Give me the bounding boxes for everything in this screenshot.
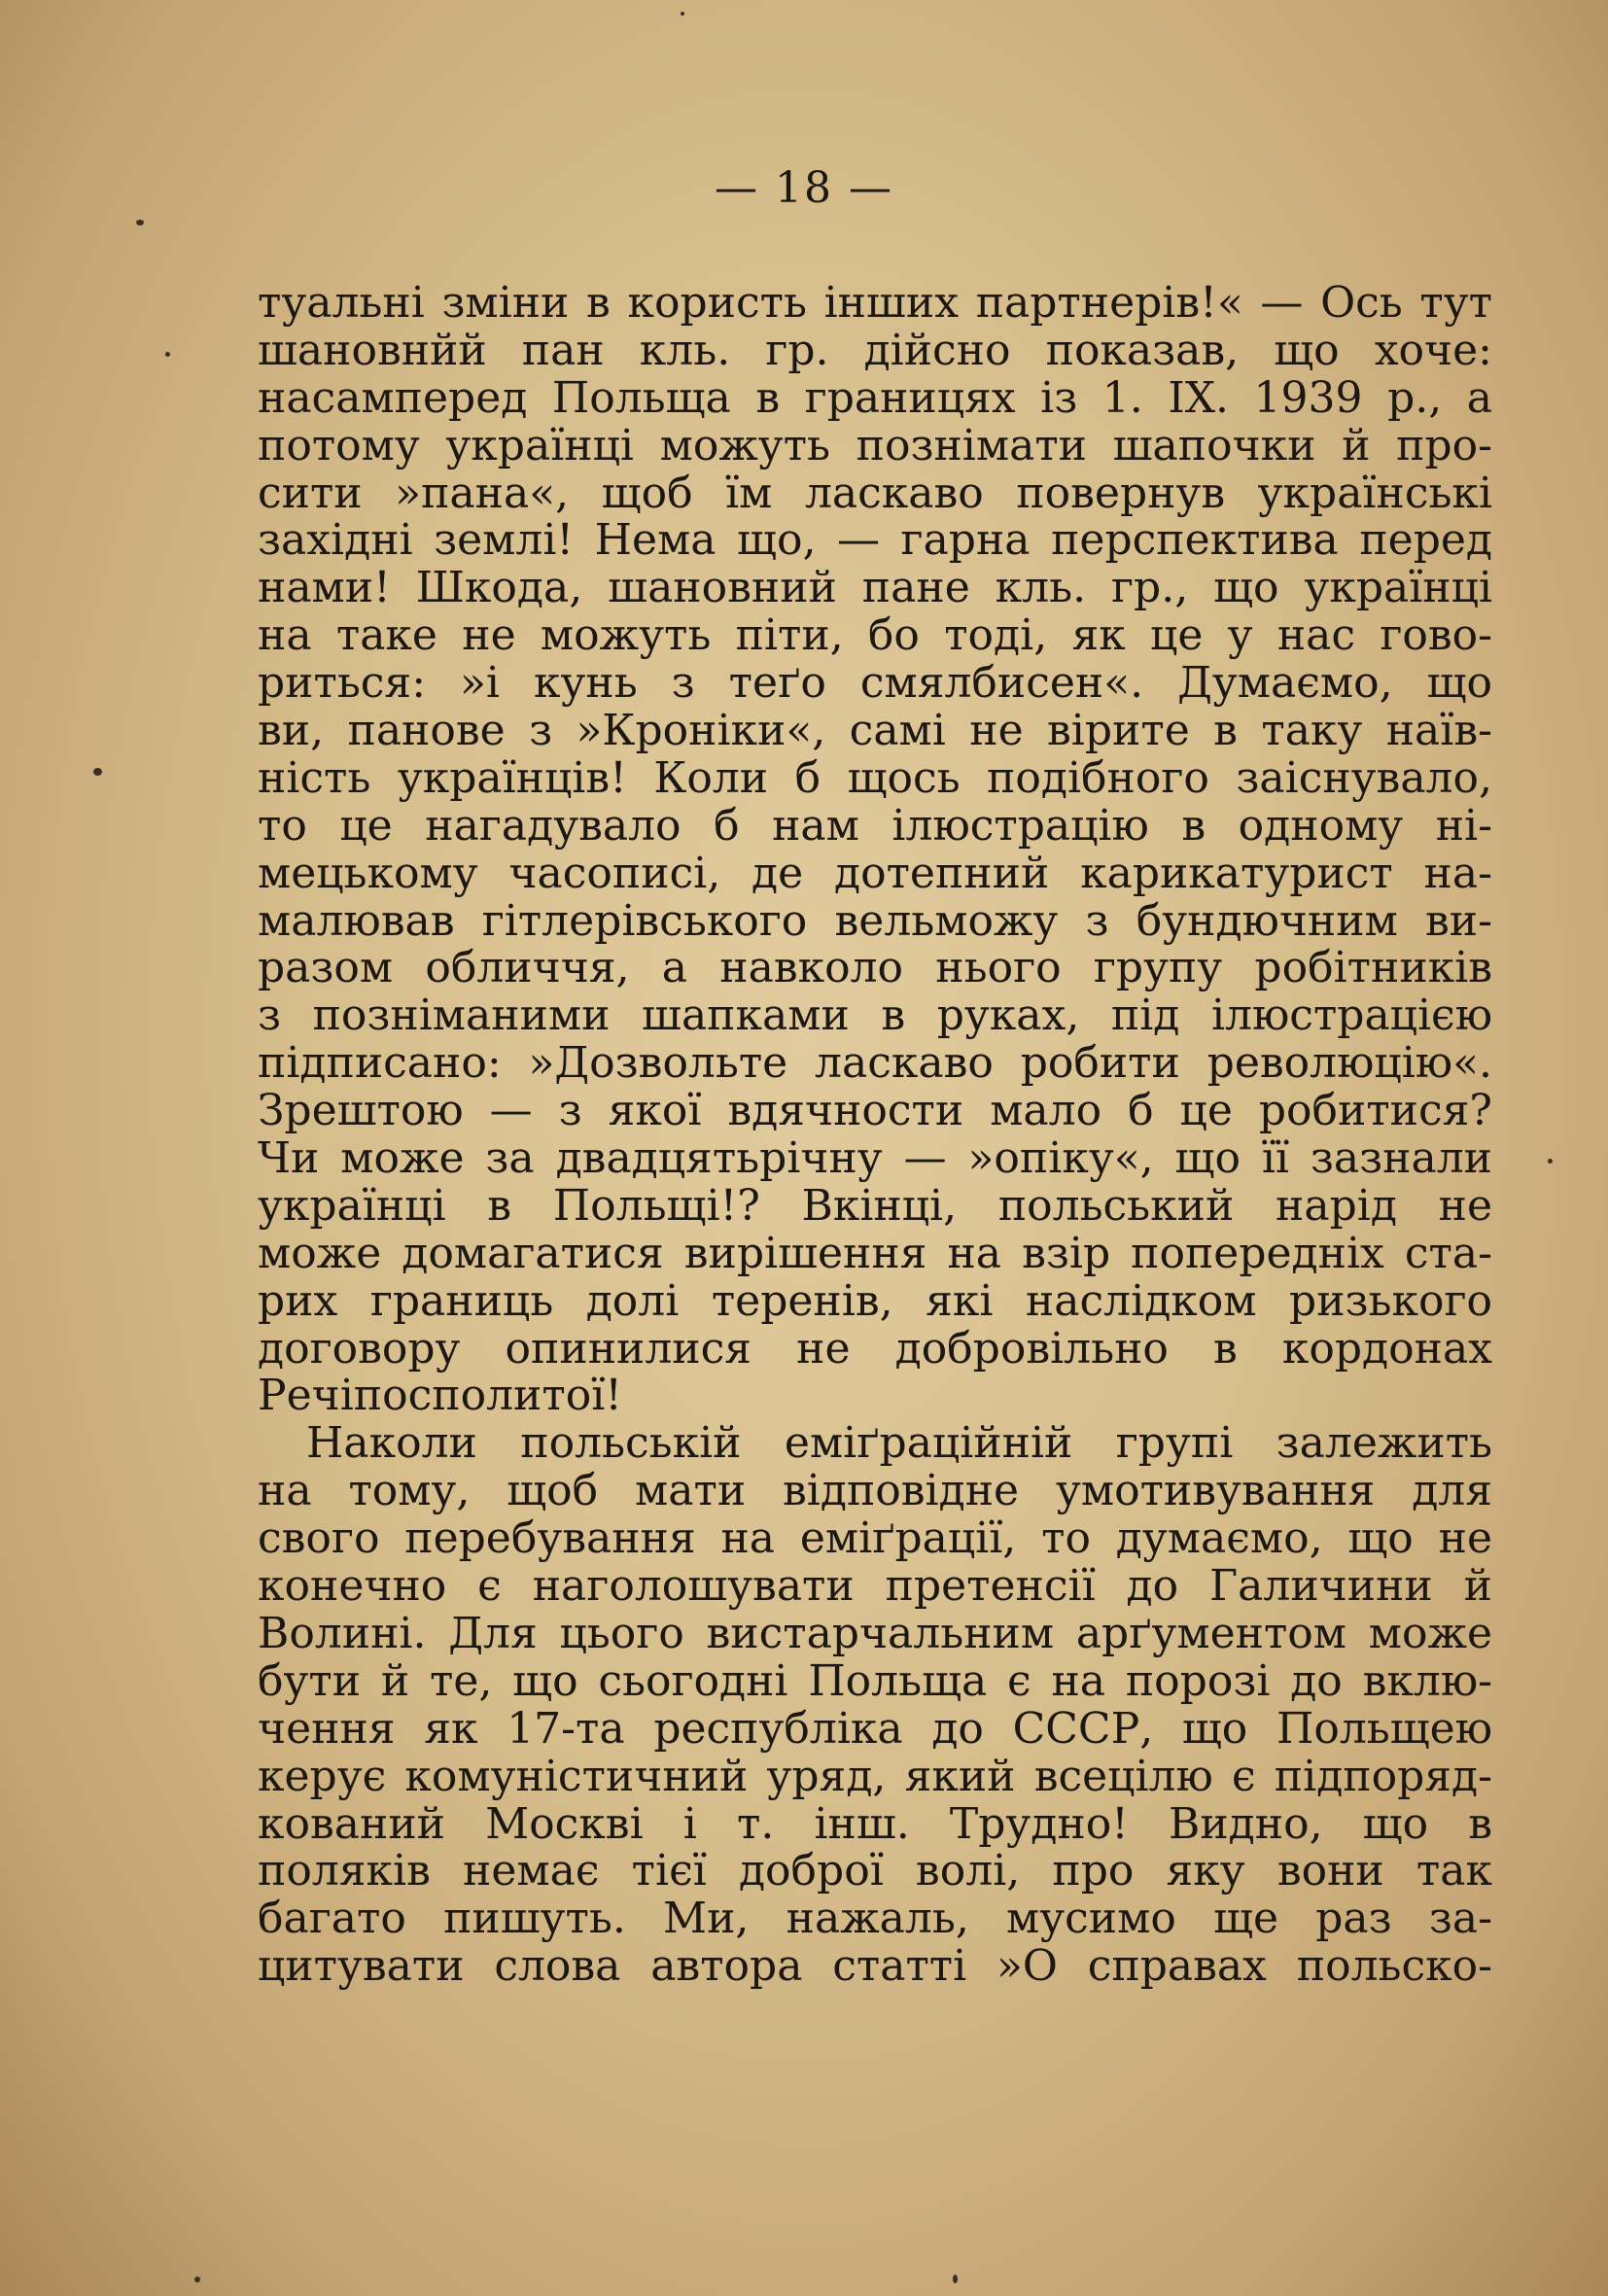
text-line: керує комуністичний уряд, який всецілю є підпоряд- bbox=[258, 1751, 1492, 1801]
text-line: насамперед Польща в границях із 1. IX. 1939 р., а bbox=[258, 372, 1492, 423]
paragraph-end-line: Речіпосполитої! bbox=[258, 1371, 622, 1421]
text-line: шановнйй пан кль. гр. дійсно показав, що хоче: bbox=[258, 325, 1492, 375]
paper-speck bbox=[93, 768, 102, 776]
text-line: з позніманими шапками в руках, під ілюстрацією bbox=[258, 991, 1492, 1041]
paper-speck bbox=[194, 2277, 200, 2282]
text-line: на тому, щоб мати відповідне умотивування для bbox=[258, 1466, 1492, 1516]
text-line: туальні зміни в користь інших партнерів!« — Ось тут bbox=[258, 278, 1492, 328]
text-line: потому українці можуть познімати шапочки й про- bbox=[258, 420, 1492, 470]
text-line: поляків немає тієї доброї волі, про яку вони так bbox=[258, 1846, 1492, 1896]
text-line: багато пишуть. Ми, нажаль, мусимо ще раз за- bbox=[258, 1894, 1492, 1944]
text-line: сити »пана«, щоб їм ласкаво повернув українські bbox=[258, 468, 1492, 518]
text-line: цитувати слова автора статті »О справах польско- bbox=[258, 1941, 1492, 1992]
text-line: мецькому часописі, де дотепний карикатурист на- bbox=[258, 848, 1492, 898]
text-line: Волині. Для цього вистарчальним арґументом може bbox=[258, 1608, 1492, 1658]
text-line: то це нагадувало б нам ілюстрацію в одному ні- bbox=[258, 800, 1492, 851]
text-line: рих границь долі теренів, які наслідком ризького bbox=[258, 1275, 1492, 1326]
text-line: на таке не можуть піти, бо тоді, як це у нас гово- bbox=[258, 610, 1492, 661]
text-line: чення як 17-та республіка до СССР, що Польщею bbox=[258, 1703, 1492, 1754]
text-line: конечно є наголошувати претенсії до Галичини й bbox=[258, 1561, 1492, 1612]
paper-speck bbox=[1548, 1159, 1553, 1164]
text-line: кований Москві і т. інш. Трудно! Видно, що в bbox=[258, 1798, 1492, 1849]
page-number: — 18 — bbox=[715, 163, 893, 213]
paper-speck bbox=[165, 352, 170, 357]
text-line: разом обличчя, а навколо нього групу робітників bbox=[258, 943, 1492, 993]
paper-speck bbox=[136, 220, 144, 226]
body-text bbox=[258, 280, 1492, 1991]
text-line: може домагатися вирішення на взір попередніх ста- bbox=[258, 1228, 1492, 1278]
text-line: підписано: »Дозвольте ласкаво робити революцію«. bbox=[258, 1038, 1492, 1089]
paper-speck bbox=[681, 12, 684, 16]
paragraph-start-line: Наколи польській еміґраційній групі залежить bbox=[306, 1418, 1492, 1469]
text-line: ність українців! Коли б щось подібного заіснувало, bbox=[258, 752, 1492, 803]
text-line: ви, панове з »Кроніки«, самі не вірите в таку наїв- bbox=[258, 706, 1492, 756]
text-line: риться: »і кунь з теґо смялбисен«. Думаємо, що bbox=[258, 658, 1492, 709]
text-line: нами! Шкода, шановний пане кль. гр., що українці bbox=[258, 563, 1492, 613]
paper-speck bbox=[953, 2275, 958, 2283]
text-line: західні землі! Нема що, — гарна перспектива перед bbox=[258, 515, 1492, 566]
text-line: Зрештою — з якої вдячности мало б це робитися? bbox=[258, 1086, 1492, 1136]
text-line: Чи може за двадцятьрічну — »опіку«, що її зазнали bbox=[258, 1133, 1492, 1184]
text-line: бути й те, що сьогодні Польща є на порозі до вклю- bbox=[258, 1655, 1492, 1706]
text-line: малював гітлерівського вельможу з бундючним ви- bbox=[258, 895, 1492, 946]
text-line: свого перебування на еміґрації, то думаємо, що не bbox=[258, 1513, 1492, 1564]
text-line: договору опинилися не добровільно в кордонах bbox=[258, 1323, 1492, 1374]
text-line: українці в Польщі!? Вкінці, польський нарід не bbox=[258, 1180, 1492, 1231]
